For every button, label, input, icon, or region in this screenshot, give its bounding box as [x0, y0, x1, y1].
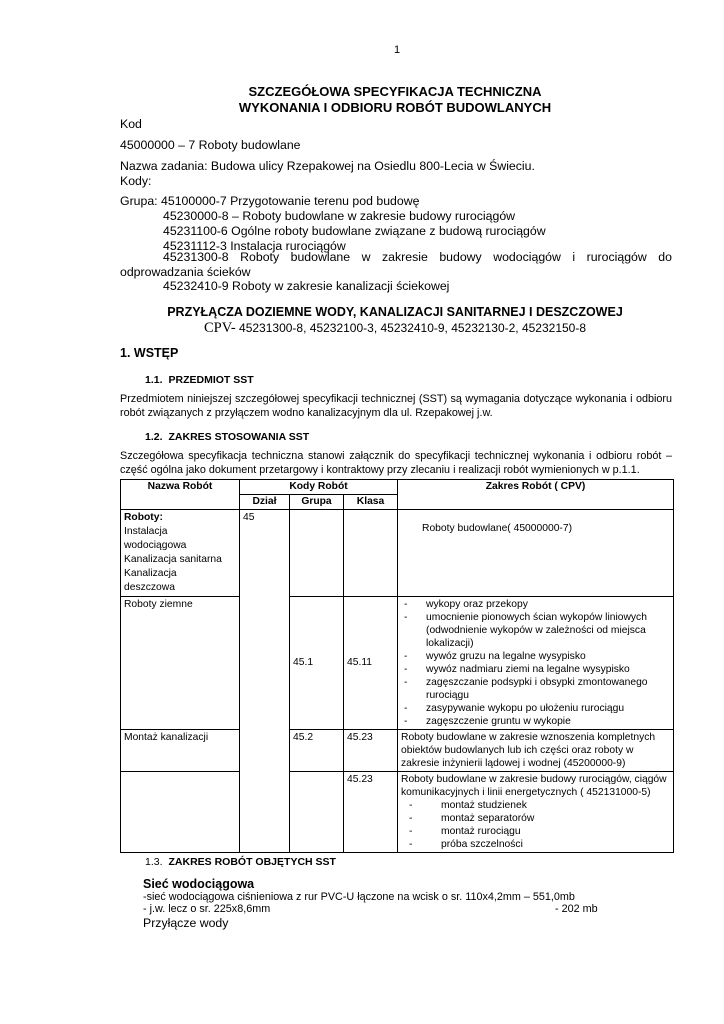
cell-dzial: 45 — [240, 510, 290, 853]
heading-1-1 — [145, 374, 254, 386]
roboty-item: deszczowa — [124, 582, 175, 593]
list-item: - montaż separatorów — [401, 812, 670, 825]
codes-label: Kody: — [120, 174, 152, 188]
cpv-prefix: CPV- — [203, 320, 236, 336]
cell-zakres: Roboty budowlane( 45000000-7) — [398, 510, 674, 597]
heading-text: ZAKRES STOSOWANIA SST — [168, 431, 310, 443]
scope-list — [398, 598, 670, 728]
word: rurociągów — [586, 250, 647, 264]
zakres-text: Roboty budowlane w zakresie budowy rurociągów, ciągów komunikacyjnych i linii energetycznych ( 452131000-5) — [401, 774, 667, 798]
word: wodociągów — [493, 250, 561, 264]
roboty-item: Kanalizacja sanitarna — [124, 554, 222, 565]
cpv-list: 45231300-8, 45232100-3, 45232410-9, 45232130-2, 45232150-8 — [235, 321, 587, 335]
network-line: - j.w. lecz o sr. 225x8,6mm — [143, 903, 271, 915]
list-item: - zagęszczenie gruntu w wykopie — [398, 715, 670, 728]
heading-number: 1.2. — [145, 431, 163, 443]
heading-1-2 — [145, 431, 309, 443]
header-grupa: Grupa — [290, 495, 344, 510]
word: do — [658, 250, 672, 264]
code-line: 45230000-8 – Roboty budowlane w zakresie budowy rurociągów — [163, 209, 516, 223]
word: budowlane — [290, 250, 351, 264]
list-item: - próba szczelności — [401, 838, 670, 851]
heading-number: 1.1. — [145, 374, 163, 386]
list-item: - wykopy oraz przekopy — [398, 598, 670, 611]
document-title-line2: WYKONANIA I ODBIORU ROBÓT BUDOWLANYCH — [238, 100, 552, 115]
roboty-label: Roboty: — [124, 512, 163, 523]
header-klasa: Klasa — [344, 495, 398, 510]
list-item: - wywóz gruzu na legalne wysypisko — [398, 650, 670, 663]
header-nazwa: Nazwa Robót — [121, 480, 240, 510]
header-zakres: Zakres Robót ( CPV) — [398, 480, 674, 510]
works-table — [120, 479, 674, 853]
network-title: Sieć wodociągowa — [143, 877, 255, 891]
table-row — [121, 597, 674, 730]
cell-grupa — [290, 772, 344, 853]
roboty-item: Instalacja — [124, 526, 168, 537]
document-title-line1: SZCZEGÓŁOWA SPECYFIKACJA TECHNICZNA — [248, 84, 542, 99]
header-kody: Kody Robót — [240, 480, 398, 495]
list-item: - umocnienie pionowych ścian wykopów liniowych (odwodnienie wykopów w zależności od miejsca lokalizacji) — [398, 611, 670, 650]
cell-klasa — [344, 510, 398, 597]
cell-grupa: 45.1 — [290, 597, 344, 730]
list-item: - wywóz nadmiaru ziemi na legalne wysypisko — [398, 663, 670, 676]
word: budowy — [439, 250, 482, 264]
cell-grupa: 45.2 — [290, 730, 344, 772]
group-line: Grupa: 45100000-7 Przygotowanie terenu pod budowę — [120, 194, 420, 208]
cpv-codes — [120, 320, 670, 337]
table-header-row — [121, 480, 674, 495]
section-title: PRZYŁĄCZA DOZIEMNE WODY, KANALIZACJI SANITARNEJ I DESZCZOWEJ — [167, 305, 623, 319]
cell-zakres — [398, 597, 674, 730]
cell-zakres — [398, 772, 674, 853]
kod-label: Kod — [120, 117, 142, 131]
code-line: 45232410-9 Roboty w zakresie kanalizacji ściekowej — [163, 279, 450, 293]
table-row — [121, 772, 674, 853]
paragraph-1-1: Przedmiotem niniejszej szczegółowej specyfikacji technicznej (SST) są wymagania dotyczące wykonania i odbioru robót związanych z przyłączem wodno kanalizacyjnym dla ul. Rzepakowej j.w. — [120, 393, 672, 419]
code-line-continuation: odprowadzania ścieków — [120, 265, 251, 279]
page-number: 1 — [393, 44, 401, 56]
roboty-item: wodociągowa — [124, 540, 187, 551]
cell-klasa: 45.23 — [344, 772, 398, 853]
cell-nazwa: Montaż kanalizacji — [121, 730, 240, 772]
code-line-justified — [163, 250, 672, 264]
cell-grupa — [290, 510, 344, 597]
heading-text: PRZEDMIOT SST — [168, 374, 254, 386]
list-item: - zagęszczanie podsypki i obsypki zmontowanego rurociągu — [398, 676, 670, 702]
roboty-item: Kanalizacja — [124, 568, 177, 579]
table-row — [121, 730, 674, 772]
scope-list — [401, 799, 670, 851]
paragraph-1-2: Szczegółowa specyfikacja techniczna stanowi załącznik do specyfikacji technicznej wykonania i odbioru robót – część ogólna jako dokument przetargowy i kontraktowy przy zlecaniu i realizacji robót wymienionych w p.1.1. — [120, 450, 672, 476]
list-item: - zasypywanie wykopu po ułożeniu rurociągu — [398, 702, 670, 715]
cell-zakres: Roboty budowlane w zakresie wznoszenia kompletnych obiektów budowlanych lub ich części oraz roboty w zakresie inżynierii lądowej i wodnej (45200000-9) — [398, 730, 674, 772]
cell-nazwa: Roboty ziemne — [121, 597, 240, 730]
network-line: -sieć wodociągowa ciśnieniowa z rur PVC-U łączone na wcisk o sr. 110x4,2mm – 551,0mb — [143, 891, 575, 903]
cell-klasa: 45.11 — [344, 597, 398, 730]
header-dzial: Dział — [240, 495, 290, 510]
word: 45231300-8 — [163, 250, 229, 264]
connection-title: Przyłącze wody — [143, 916, 229, 930]
word: w — [361, 250, 371, 264]
list-item: - montaż rurociągu — [401, 825, 670, 838]
table-row — [121, 510, 674, 597]
heading-1-3 — [145, 856, 336, 868]
heading-text: ZAKRES ROBÓT OBJĘTYCH SST — [168, 856, 336, 868]
network-length: - 202 mb — [555, 903, 598, 915]
heading-number: 1.3. — [145, 856, 163, 868]
task-name: Nazwa zadania: Budowa ulicy Rzepakowej na Osiedlu 800-Lecia w Świeciu. — [120, 159, 535, 173]
cell-klasa: 45.23 — [344, 730, 398, 772]
word: zakresie — [382, 250, 428, 264]
code-line: 45231112-3 Instalacja rurociągów — [163, 239, 346, 253]
heading-wstep: 1. WSTĘP — [120, 346, 179, 360]
word: Roboty — [240, 250, 280, 264]
kod-value: 45000000 – 7 Roboty budowlane — [120, 138, 301, 152]
cell-nazwa — [121, 772, 240, 853]
cell-nazwa — [121, 510, 240, 597]
word: i — [572, 250, 576, 264]
code-line: 45231100-6 Ogólne roboty budowlane związane z budową rurociągów — [163, 224, 546, 238]
list-item: - montaż studzienek — [401, 799, 670, 812]
